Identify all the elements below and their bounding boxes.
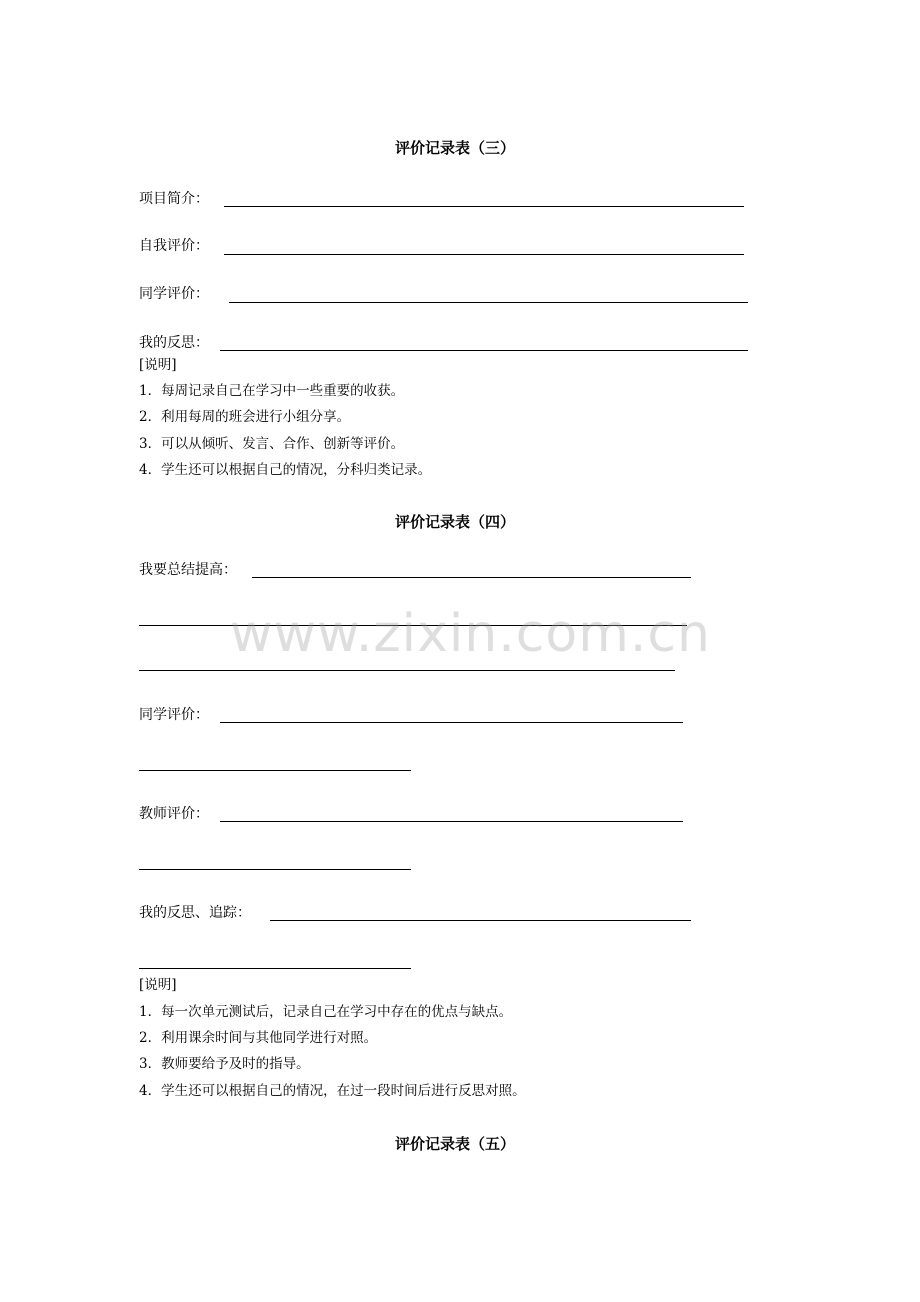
- note-item: 2．利用课余时间与其他同学进行对照。: [139, 1030, 378, 1046]
- peer-eval-field-4-line-2[interactable]: [139, 770, 411, 771]
- teacher-eval-label: 教师评价：: [139, 806, 209, 822]
- project-intro-field[interactable]: [224, 206, 744, 207]
- note-item: 3．可以从倾听、发言、合作、创新等评价。: [139, 436, 405, 452]
- peer-eval-label-4: 同学评价：: [139, 707, 209, 723]
- watermark: www.zixin.com.cn: [230, 604, 711, 664]
- notes-heading-4: [说明]: [139, 977, 177, 993]
- self-eval-field[interactable]: [224, 254, 744, 255]
- summary-label: 我要总结提高：: [139, 562, 237, 578]
- section4-title: 评价记录表（四）: [395, 513, 516, 531]
- teacher-eval-field[interactable]: [220, 821, 683, 822]
- summary-field[interactable]: [252, 577, 691, 578]
- reflection-field-3[interactable]: [220, 350, 748, 351]
- note-item: 4．学生还可以根据自己的情况，在过一段时间后进行反思对照。: [139, 1083, 526, 1099]
- note-item: 4．学生还可以根据自己的情况，分科归类记录。: [139, 462, 432, 478]
- note-item: 1．每一次单元测试后，记录自己在学习中存在的优点与缺点。: [139, 1004, 513, 1020]
- reflection-track-field-line-2[interactable]: [139, 968, 411, 969]
- note-item: 2．利用每周的班会进行小组分享。: [139, 409, 351, 425]
- reflection-track-field[interactable]: [270, 920, 691, 921]
- reflection-label-3: 我的反思：: [139, 335, 209, 351]
- reflection-track-label: 我的反思、追踪：: [139, 905, 251, 921]
- teacher-eval-field-line-2[interactable]: [139, 869, 411, 870]
- self-eval-label: 自我评价：: [139, 238, 209, 254]
- peer-eval-field-4[interactable]: [220, 722, 683, 723]
- peer-eval-label-3: 同学评价：: [139, 286, 209, 302]
- notes-heading-3: [说明]: [139, 357, 177, 373]
- peer-eval-field-3[interactable]: [229, 302, 748, 303]
- note-item: 3．教师要给予及时的指导。: [139, 1056, 310, 1072]
- project-intro-label: 项目简介：: [139, 191, 209, 207]
- section5-title: 评价记录表（五）: [395, 1135, 516, 1153]
- summary-field-line-3[interactable]: [139, 670, 675, 671]
- section3-title: 评价记录表（三）: [395, 139, 516, 157]
- note-item: 1．每周记录自己在学习中一些重要的收获。: [139, 383, 405, 399]
